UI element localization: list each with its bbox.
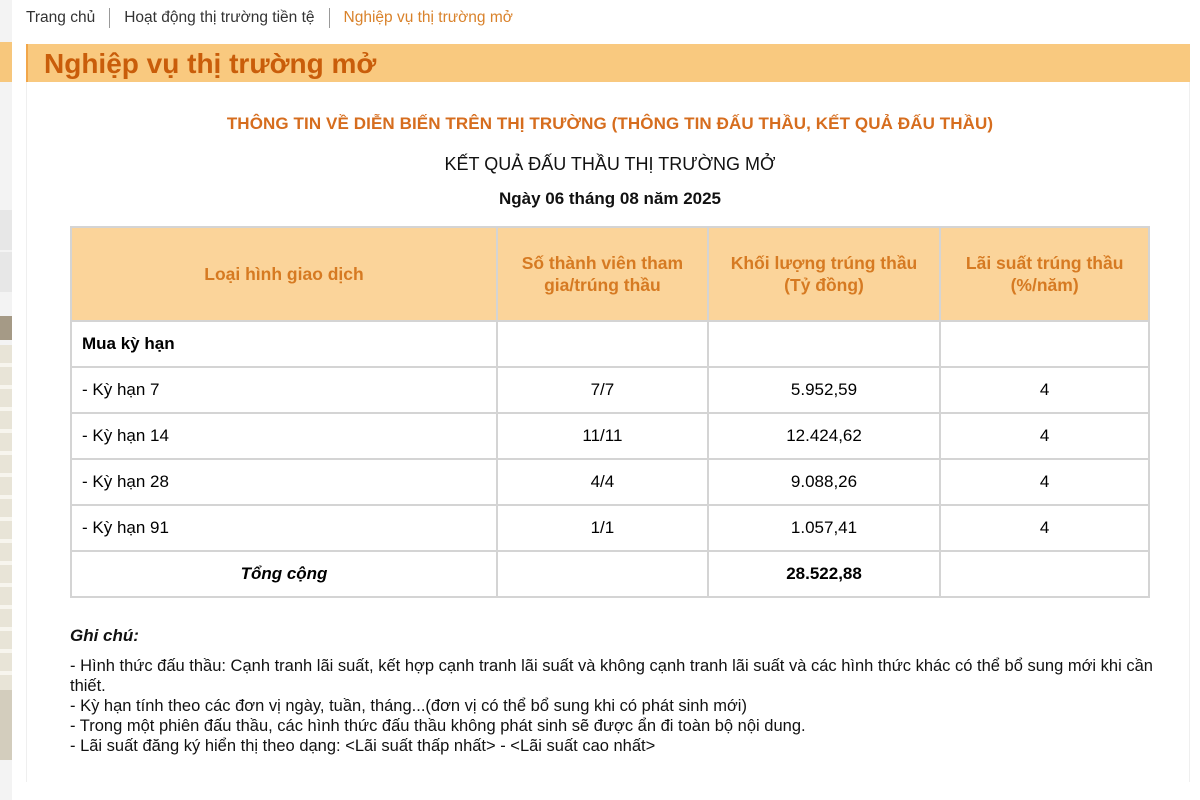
group-label: Mua kỳ hạn: [71, 321, 497, 367]
notes-section: [70, 626, 1160, 756]
info-heading: THÔNG TIN VỀ DIỄN BIẾN TRÊN THỊ TRƯỜNG (THÔNG TIN ĐẤU THẦU, KẾT QUẢ ĐẤU THẦU): [226, 114, 994, 133]
breadcrumb-current: Nghiệp vụ thị trường mở: [343, 9, 513, 26]
breadcrumb-separator: [329, 8, 330, 28]
header-rate: Lãi suất trúng thầu (%/năm): [940, 227, 1149, 321]
row-type: - Kỳ hạn 14: [71, 413, 497, 459]
empty-cell: [940, 321, 1149, 367]
row-members: 1/1: [497, 505, 708, 551]
row-rate: 4: [940, 413, 1149, 459]
result-heading: KẾT QUẢ ĐẤU THẦU THỊ TRƯỜNG MỞ: [444, 154, 776, 174]
auction-results-table: [70, 226, 1150, 598]
auction-date: Ngày 06 tháng 08 năm 2025: [498, 189, 722, 208]
breadcrumb-home-link[interactable]: Trang chủ: [26, 9, 96, 26]
table-row: [71, 459, 1149, 505]
table-group-row: [71, 321, 1149, 367]
row-volume: 1.057,41: [708, 505, 941, 551]
page-title: Nghiệp vụ thị trường mở: [44, 48, 377, 79]
empty-cell: [497, 321, 708, 367]
breadcrumb-money-market-link[interactable]: Hoạt động thị trường tiền tệ: [124, 9, 315, 26]
empty-cell: [940, 551, 1149, 597]
sidebar-edge-block: [0, 316, 12, 340]
total-label: Tổng cộng: [71, 551, 497, 597]
row-rate: 4: [940, 459, 1149, 505]
row-volume: 5.952,59: [708, 367, 941, 413]
header-members: Số thành viên tham gia/trúng thầu: [497, 227, 708, 321]
row-members: 7/7: [497, 367, 708, 413]
note-line: - Trong một phiên đấu thầu, các hình thức đấu thầu không phát sinh sẽ được ẩn đi toàn bộ nội dung.: [70, 717, 806, 735]
row-members: 4/4: [497, 459, 708, 505]
note-line: - Lãi suất đăng ký hiển thị theo dạng: <Lãi suất thấp nhất> - <Lãi suất cao nhất>: [70, 737, 656, 755]
table-row: [71, 505, 1149, 551]
sidebar-edge-block: [0, 252, 12, 292]
empty-cell: [708, 321, 941, 367]
empty-cell: [497, 551, 708, 597]
sidebar-edge-block: [0, 210, 12, 250]
note-line: - Hình thức đấu thầu: Cạnh tranh lãi suất, kết hợp cạnh tranh lãi suất và không cạnh tranh lãi suất và các hình thức khác có thể bổ sung mới khi cần thiết.: [70, 657, 1153, 695]
row-volume: 12.424,62: [708, 413, 941, 459]
row-rate: 4: [940, 367, 1149, 413]
total-volume: 28.522,88: [708, 551, 941, 597]
row-volume: 9.088,26: [708, 459, 941, 505]
notes-title: Ghi chú:: [70, 626, 139, 645]
row-type: - Kỳ hạn 28: [71, 459, 497, 505]
row-type: - Kỳ hạn 7: [71, 367, 497, 413]
header-volume: Khối lượng trúng thầu (Tỷ đồng): [708, 227, 941, 321]
row-type: - Kỳ hạn 91: [71, 505, 497, 551]
sidebar-edge-block: [0, 690, 12, 760]
breadcrumb-separator: [109, 8, 110, 28]
table-row: [71, 413, 1149, 459]
sidebar-edge-block: [0, 42, 12, 82]
header-transaction-type: Loại hình giao dịch: [71, 227, 497, 321]
row-rate: 4: [940, 505, 1149, 551]
table-total-row: [71, 551, 1149, 597]
table-header-row: [71, 227, 1149, 321]
breadcrumb: [26, 6, 513, 30]
row-members: 11/11: [497, 413, 708, 459]
table-row: [71, 367, 1149, 413]
note-line: - Kỳ hạn tính theo các đơn vị ngày, tuần, tháng...(đơn vị có thể bổ sung khi có phát sinh mới): [70, 697, 747, 715]
page-title-bar: [26, 44, 1190, 82]
